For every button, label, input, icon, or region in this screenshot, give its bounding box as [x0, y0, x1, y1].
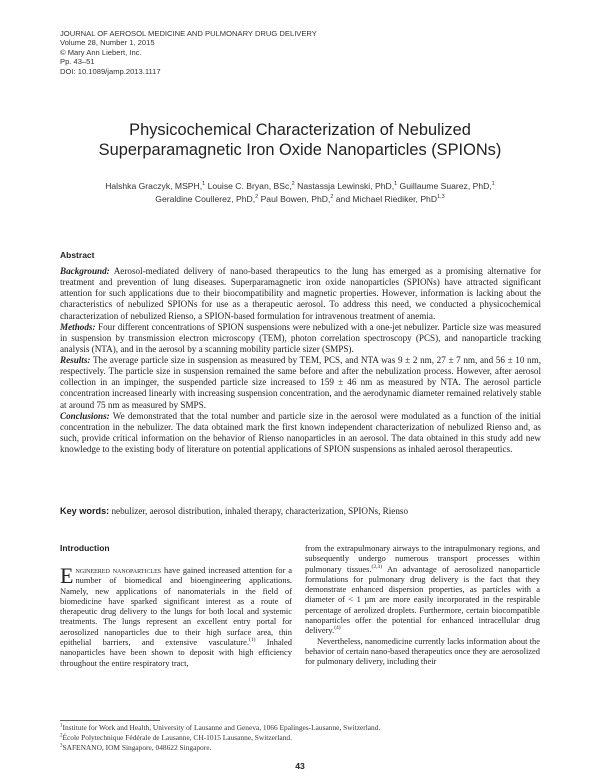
keywords-label: Key words: [60, 506, 110, 516]
author: Guillaume Suarez, PhD,$^1$ [399, 181, 495, 191]
intro-paragraph-2: Nevertheless, nanomedicine currently lacks information about the behavior of certain nano-based therapeutics once they are aerosolized for pulmonary delivery, including their [305, 635, 540, 667]
article-title [40, 120, 560, 160]
abstract-conclusions: Conclusions: We demonstrated that the total number and particle size in the aerosol were modulated as a function of the initial concentration in the nebulizer. The data obtained mark the first known independent characterization of nebulized Rienso and, as such, provide critical information on the behavior of Rienso nanoparticles in an aerosol. The data obtained in this study add new knowledge to the existing body of literature on potential applications of SPION suspensions as inhaled aerosol therapeutics. [60, 410, 541, 454]
right-column [305, 543, 540, 666]
page-number: 43 [295, 761, 305, 771]
author: Nastassja Lewinski, PhD,$^1$ [297, 181, 398, 191]
drop-cap: E [60, 563, 74, 588]
journal-volume: Volume 28, Number 1, 2015 [60, 38, 155, 48]
author-list [70, 180, 530, 207]
footnotes [60, 723, 380, 752]
abstract-heading: Abstract [60, 250, 95, 260]
abstract-background: Background: Aerosol-mediated delivery of nano-based therapeutics to the lung has emerged as a promising alternative for treatment and prevention of lung diseases. Superparamagnetic iron oxide nanoparticles (SPIONs) have attracted significant attention for such applications due to their biocompatibility and magnetic properties. However, information is lacking about the characteristics of nebulized SPIONs for use as a therapeutic aerosol. To address this need, we conducted a physicochemical characterization of nebulized Rienso, a SPION-based formulation for intravenous treatment of anemia. [60, 266, 541, 321]
author: Geraldine Coullerez, PhD,$^2$ [155, 194, 259, 205]
keywords-text: nebulizer, aerosol distribution, inhaled therapy, characterization, SPIONs, Rienso [111, 506, 409, 516]
journal-pages: Pp. 43–51 [60, 57, 95, 67]
title-line-1: Physicochemical Characterization of Nebulized [129, 121, 471, 139]
abstract-body [60, 266, 541, 455]
footnote: $^2$École Polytechnique Fédérale de Lausanne, CH-1015 Lausanne, Switzerland. [60, 732, 292, 742]
abstract-methods: Methods: Four different concentrations of SPION suspensions were nebulized with a one-jet nebulizer. Particle size was measured in suspension by transmission electron microscopy (TEM), photon correlation spectroscopy (PCS), and nanoparticle tracking analysis (NTA), and in the aerosol by a scanning mobility particle sizer (SMPS). [60, 321, 541, 354]
keywords [60, 506, 541, 517]
footnote: $^3$SAFENANO, IOM Singapore, 048622 Singapore. [60, 742, 212, 752]
left-column [60, 565, 292, 668]
intro-paragraph-1-cont: from the extrapulmonary airways to the intrapulmonary regions, and subsequently undergo numerous transport processes within pulmonary tissues.$^{(2,3)}$ An advantage of aerosolized nanoparticle formulations for pulmonary drug delivery is the fact that they demonstrate enhanced dispersion properties, as particles with a diameter of < 1 µm are more easily incorporated in the respirable percentage of aerolized droplets. Furthermore, certain biocompatible nanoparticles offer the potential for enhanced intracellular drug delivery.$^{(4)}$ [305, 543, 540, 636]
author: Halshka Graczyk, MSPH,$^1$ [105, 181, 206, 191]
journal-header [60, 29, 317, 76]
author: Louise C. Bryan, BSc,$^2$ [207, 181, 295, 191]
journal-name: JOURNAL OF AEROSOL MEDICINE AND PULMONARY DRUG DELIVERY [60, 29, 317, 38]
introduction-heading: Introduction [60, 543, 110, 553]
journal-doi: DOI: 10.1089/jamp.2013.1117 [60, 66, 161, 76]
abstract-results: Results: The average particle size in suspension as measured by TEM, PCS, and NTA was 9 ± 2 nm, 27 ± 7 nm, and 56 ± 10 nm, respectively. The particle size in suspension remained the same before and after the nebulization process. However, after aerosol collection in an impinger, the suspended particle size increased to 159 ± 46 nm as measured by NTA. The aerosol particle concentration increased linearly with increasing suspension concentration, and the aerodynamic diameter remained relatively stable at around 75 nm as measured by SMPS. [60, 355, 541, 410]
intro-paragraph-1: Engineered nanoparticles have gained increased attention for a number of biomedical and bioengineering applications. Namely, new applications of nanomaterials in the field of biomedicine have sparked significant interest as a route of therapeutic drug delivery to the lungs for both local and systemic treatments. The lungs represent an excellent entry portal for aerosolized nanoparticles due to their high surface area, thin epithelial barriers, and extensive vasculature.$^{(1)}$ Inhaled nanoparticles have been shown to deposit with high efficiency throughout the entire respiratory tract, [60, 563, 292, 668]
title-line-2: Superparamagnetic Iron Oxide Nanoparticles (SPIONs) [98, 141, 502, 159]
journal-copyright: © Mary Ann Liebert, Inc. [60, 47, 142, 57]
footnote: $^1$Institute for Work and Health, University of Lausanne and Geneva, 1066 Epalinges-Lausanne, Switzerland. [60, 723, 381, 732]
footnote-divider [60, 720, 160, 721]
author: Paul Bowen, PhD,$^2$ [260, 194, 334, 205]
author: and Michael Riediker, PhD$^{1,3}$ [335, 194, 445, 205]
